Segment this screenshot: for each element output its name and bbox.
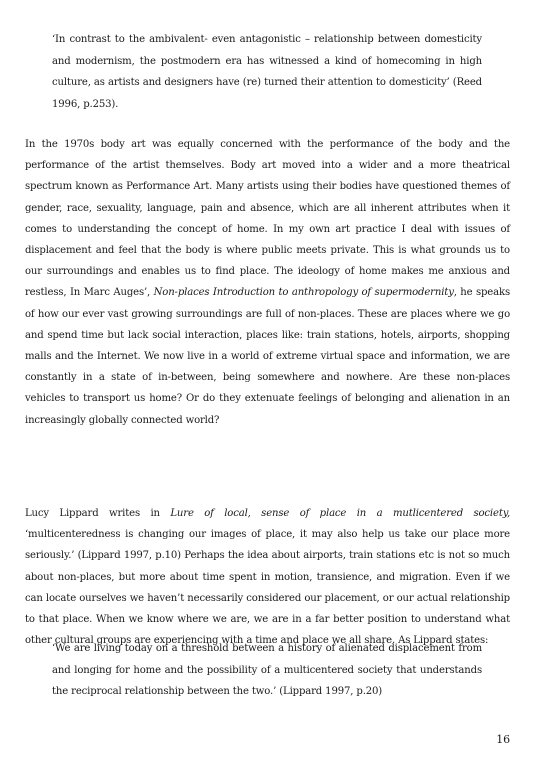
- block-quote-lippard: ‘We are living today on a threshold between a history of alienated displacement from and longing for home and the possibility of a multicentered society that understands the reciprocal relationship between the two.’ (Lippard 1997, p.20): [52, 643, 482, 698]
- block-quote-reed: ‘In contrast to the ambivalent- even antagonistic – relationship between domesticity and modernism, the postmodern era has witnessed a kind of homecoming in high culture, as artists and designers have (re) turned their attention to domesticity’ (Reed 1996, p.253).: [52, 34, 482, 111]
- book-title-lippard: Lure of local, sense of place in a mutlicentered society,: [170, 508, 510, 519]
- paragraph-text-before-title: Lucy Lippard writes in: [25, 508, 171, 519]
- paragraph-text-after-title: , he speaks of how our ever vast growing surroundings are full of non-places. These are places where we go and spend time but lack social interaction, places like: train stations, hotels, airports, shopping malls and the Internet. We now live in a world of extreme virtual space and information, we are constantly in a state of in-between, being somewhere and nowhere. Are these non-places vehicles to transport us home? Or do they extenuate feelings of belonging and alienation in an increasingly globally connected world?: [25, 287, 510, 426]
- body-paragraph-body-art: [25, 134, 510, 431]
- body-paragraph-lippard: [25, 503, 510, 651]
- page-number: 16: [496, 733, 510, 746]
- book-title-auge: Non-places Introduction to anthropology of supermodernity: [153, 287, 454, 299]
- paragraph-text-after-title: ‘multicenteredness is changing our images of place, it may also help us take our place more seriously.’ (Lippard 1997, p.10) Perhaps the idea about airports, train stations etc is not so much about non-places, but more about time spent in motion, transience, and migration. Even if we can locate ourselves we haven’t necessarily considered our placement, or our actual relationship to that place. When we know where we are, we are in a far better position to understand what other cultural groups are experiencing with a time and place we all share. As Lippard states:: [25, 529, 510, 647]
- paragraph-text-before-title: In the 1970s body art was equally concerned with the performance of the body and the performance of the artist themselves. Body art moved into a wider and a more theatrical spectrum known as Performance Art. Many artists using their bodies have questioned themes of gender, race, sexuality, language, pain and absence, which are all inherent attributes when it comes to understanding the concept of home. In my own art practice I deal with issues of displacement and feel that the body is where public meets private. This is what grounds us to our surroundings and enables us to find place. The ideology of home makes me anxious and restless, In Marc Auges’,: [25, 139, 510, 299]
